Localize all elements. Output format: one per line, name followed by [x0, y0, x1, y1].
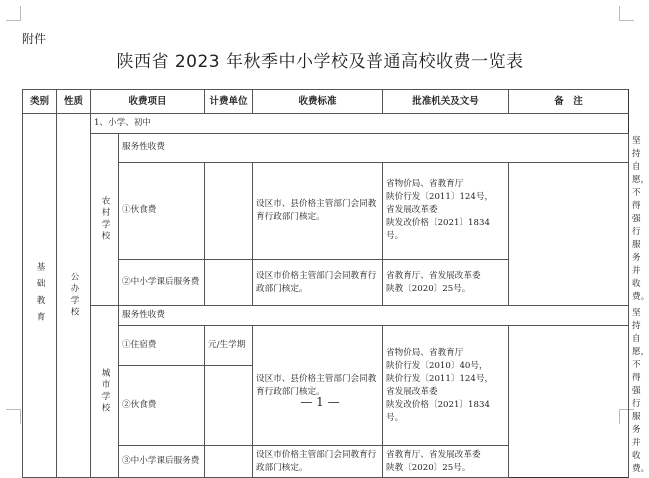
rural-item-standard: 设区市、县价格主管部门会同教育行政部门核定。	[253, 162, 383, 259]
city-item-authority: 省物价局、省教育厅 陕价行发〔2010〕40号， 陕价行发〔2011〕124号， 省发展改革委 陕发改价格〔2021〕1834号。	[383, 326, 509, 446]
header-category: 类别	[23, 90, 57, 114]
city-school-label: 城市学校	[91, 306, 119, 478]
fee-table	[22, 89, 649, 478]
category-cell: 基础教育	[23, 114, 57, 478]
crop-mark-top-right	[619, 6, 634, 21]
rural-item-name: ②中小学课后服务费	[119, 260, 205, 306]
rural-item-name: ①伙食费	[119, 162, 205, 259]
section-heading: 1、小学、初中	[91, 114, 629, 134]
table-row: 城市学校 服务性收费 坚持自愿，不得强行服务并收费。	[23, 306, 629, 326]
page-number: — 1 —	[300, 395, 340, 409]
city-item-name: ③中小学课后服务费	[119, 446, 205, 478]
header-note: 备 注	[509, 90, 629, 114]
rural-group-label: 服务性收费	[119, 134, 629, 163]
rural-item-standard: 设区市价格主管部门会同教育行政部门核定。	[253, 260, 383, 306]
crop-mark-top-left	[6, 6, 21, 21]
city-item-standard: 设区市价格主管部门会同教育行政部门核定。	[253, 446, 383, 478]
city-item-standard: 设区市、县价格主管部门会同教育行政部门核定。	[253, 326, 383, 446]
city-item-name: ①住宿费	[119, 326, 205, 366]
rural-item-unit	[205, 260, 253, 306]
rural-school-label: 农村学校	[91, 134, 119, 306]
city-item-name: ②伙食费	[119, 365, 205, 446]
header-nature: 性质	[57, 90, 91, 114]
city-item-authority: 省教育厅、省发展改革委 陕教〔2020〕25号。	[383, 446, 509, 478]
table-row: 农村学校 服务性收费 坚持自愿，不得强行服务并收费。	[23, 134, 629, 163]
annex-label: 附件	[22, 32, 47, 46]
city-group-label: 服务性收费	[119, 306, 629, 326]
city-item-unit: 元/生学期	[205, 326, 253, 366]
page-title: 陕西省 2023 年秋季中小学校及普通高校收费一览表	[116, 52, 524, 72]
header-unit: 计费单位	[205, 90, 253, 114]
header-authority: 批准机关及文号	[383, 90, 509, 114]
table-header-row	[23, 90, 629, 114]
city-item-unit	[205, 446, 253, 478]
rural-item-authority: 省教育厅、省发展改革委 陕教〔2020〕25号。	[383, 260, 509, 306]
nature-cell: 公办学校	[57, 114, 91, 478]
header-fee-item: 收费项目	[91, 90, 205, 114]
rural-item-authority: 省物价局、省教育厅 陕价行发〔2011〕124号， 省发展改革委 陕发改价格〔2021〕1834号。	[383, 162, 509, 259]
crop-mark-bottom-left	[6, 409, 21, 424]
table-row	[23, 114, 629, 134]
rural-item-unit	[205, 162, 253, 259]
header-standard: 收费标准	[253, 90, 383, 114]
